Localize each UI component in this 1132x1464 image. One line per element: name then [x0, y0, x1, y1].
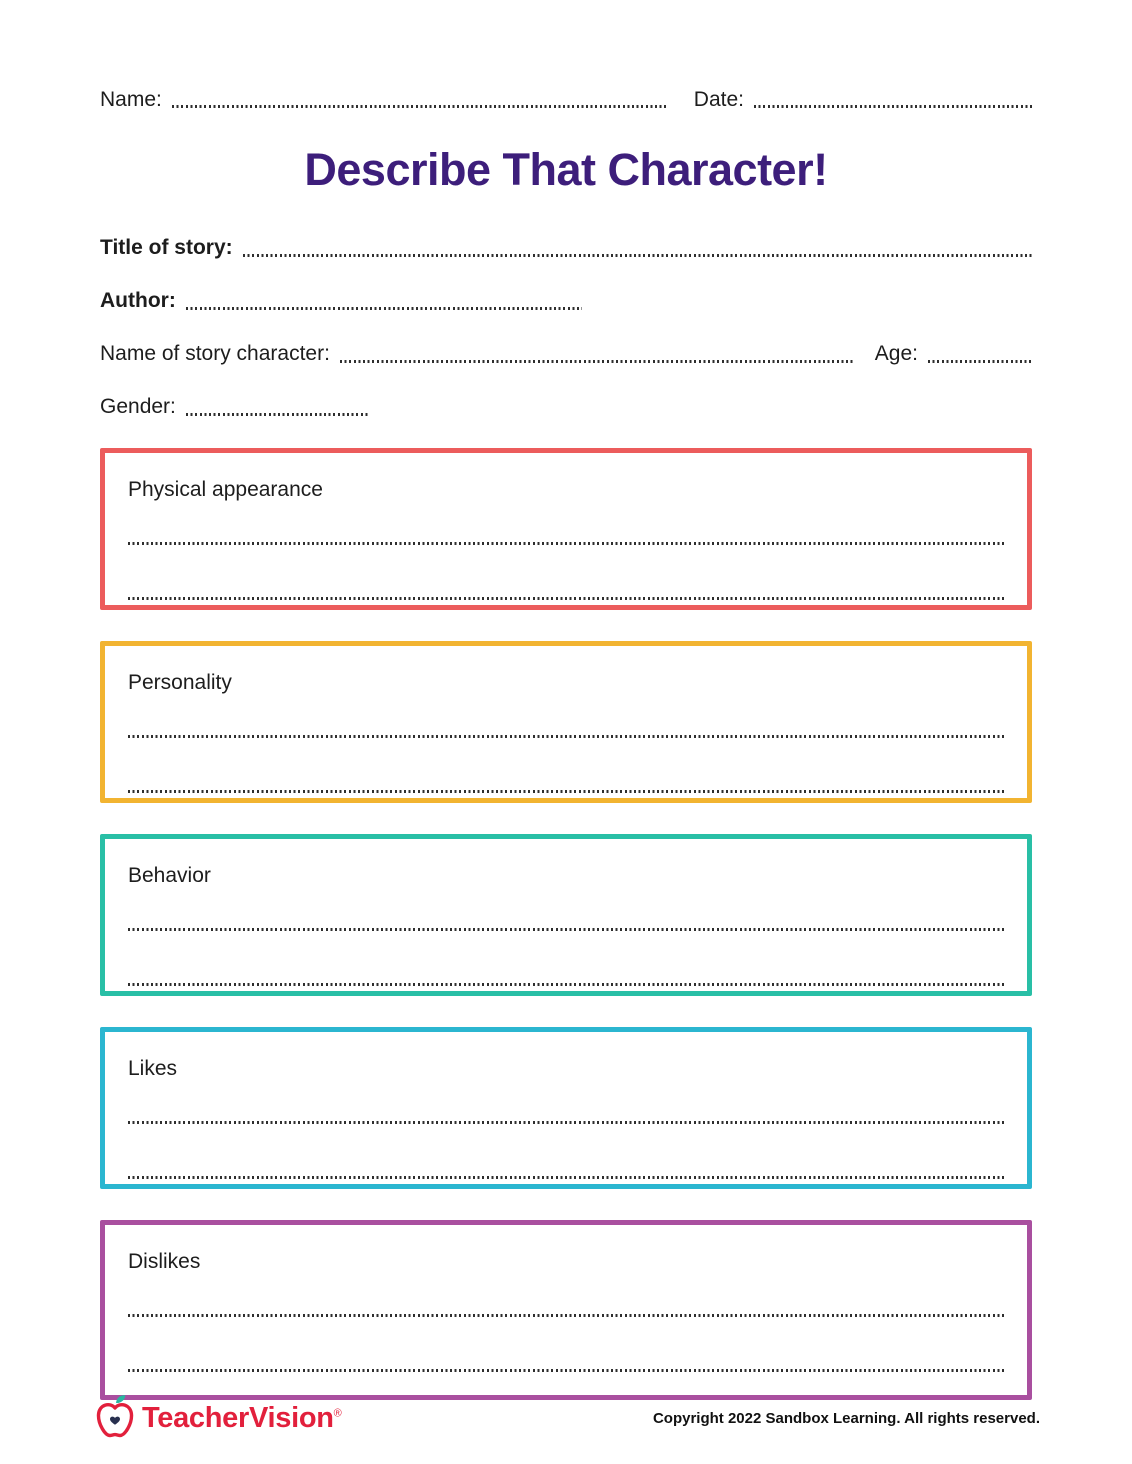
write-line	[128, 1176, 1006, 1179]
date-write-line	[754, 105, 1032, 108]
write-line	[128, 983, 1006, 986]
write-line	[128, 542, 1006, 545]
section-label: Physical appearance	[128, 478, 323, 501]
name-write-line	[172, 105, 668, 108]
section-personality	[100, 641, 1032, 803]
footer	[0, 1391, 1132, 1446]
character-name-write-line	[340, 360, 853, 363]
character-name-label: Name of story character:	[100, 342, 330, 365]
registered-trademark: ®	[333, 1407, 342, 1420]
brand-name: TeacherVision®	[142, 1402, 342, 1434]
write-line	[128, 790, 1006, 793]
date-label: Date:	[693, 88, 744, 111]
write-line	[128, 597, 1006, 600]
write-line	[128, 1121, 1006, 1124]
section-behavior	[100, 834, 1032, 996]
gender-write-line	[186, 413, 368, 416]
write-line	[128, 1369, 1006, 1372]
meta-fields	[100, 236, 1032, 420]
section-boxes	[100, 448, 1032, 1400]
section-label: Dislikes	[128, 1250, 201, 1273]
write-line	[128, 928, 1006, 931]
author-write-line	[186, 307, 582, 310]
name-date-row	[100, 88, 1032, 112]
age-write-line	[928, 360, 1032, 363]
title-of-story-label: Title of story:	[100, 236, 233, 259]
title-of-story-write-line	[243, 254, 1032, 257]
age-label: Age:	[874, 342, 918, 365]
section-label: Likes	[128, 1057, 178, 1080]
section-label: Personality	[128, 671, 232, 694]
section-dislikes	[100, 1220, 1032, 1400]
name-label: Name:	[100, 88, 162, 111]
character-name-row	[100, 342, 1032, 367]
gender-label: Gender:	[100, 395, 176, 418]
teachervision-logo	[94, 1391, 341, 1446]
title-of-story-row	[100, 236, 1032, 261]
copyright-text: Copyright 2022 Sandbox Learning. All rights reserved.	[652, 1410, 1040, 1427]
page-title: Describe That Character!	[304, 144, 828, 195]
write-line	[128, 1314, 1006, 1317]
section-physical-appearance	[100, 448, 1032, 610]
write-line	[128, 735, 1006, 738]
section-likes	[100, 1027, 1032, 1189]
apple-logo-icon	[94, 1391, 136, 1446]
author-row	[100, 289, 1032, 314]
author-label: Author:	[100, 289, 176, 312]
gender-row	[100, 395, 1032, 420]
section-label: Behavior	[128, 864, 211, 887]
